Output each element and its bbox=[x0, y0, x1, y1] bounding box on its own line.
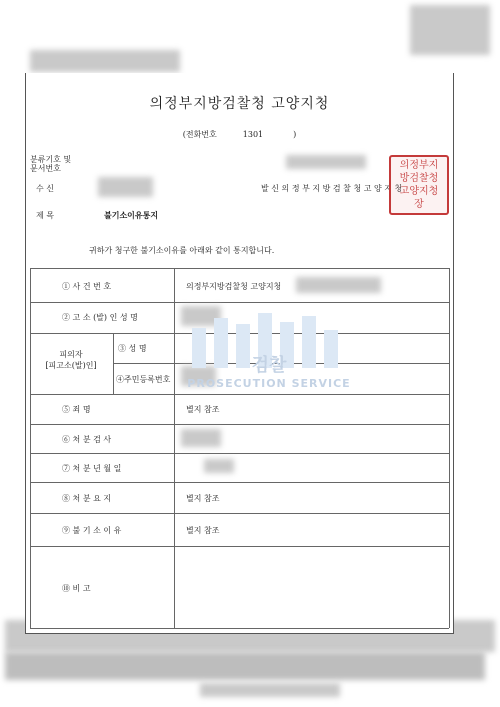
blurred-footer-2 bbox=[5, 652, 485, 680]
intro-text: 귀하가 청구한 불기소이유를 아래와 같이 통지합니다. bbox=[89, 246, 275, 255]
table-left bbox=[30, 268, 31, 628]
phone-label: (전화번호 bbox=[182, 130, 217, 139]
table-line bbox=[30, 302, 449, 303]
blurred-prosecutor bbox=[181, 429, 221, 447]
blurred-header-left bbox=[30, 50, 180, 72]
phone-line bbox=[26, 129, 453, 140]
document-page bbox=[25, 73, 454, 634]
subject-value: 불기소이유통지 bbox=[104, 210, 159, 220]
case-no-value: 의정부지방검찰청 고양지청 bbox=[186, 282, 282, 291]
resident-no-label: ④주민등록번호 bbox=[116, 375, 171, 384]
charge-value: 별지 참조 bbox=[186, 405, 220, 414]
name-label: ③ 성 명 bbox=[118, 344, 147, 353]
recipient-label: 수 신 bbox=[36, 184, 54, 193]
official-seal: 의정부지방검찰청고양지청장 bbox=[389, 155, 449, 215]
complainant-label: ② 고 소 (발) 인 성 명 bbox=[62, 313, 138, 322]
table-right bbox=[449, 268, 450, 628]
reason-label: ⑨ 불 기 소 이 유 bbox=[62, 526, 122, 535]
disposition-label: ⑧ 처 분 요 지 bbox=[62, 494, 112, 503]
document-title: 의정부지방검찰청 고양지청 bbox=[149, 96, 330, 112]
blurred-classification-no bbox=[286, 155, 366, 169]
phone-number: 1301 bbox=[242, 130, 264, 139]
blurred-header-right bbox=[410, 5, 490, 55]
blurred-date bbox=[204, 459, 234, 473]
table-line bbox=[30, 482, 449, 483]
blurred-recipient bbox=[98, 177, 153, 197]
suspect-label: 피의자 [피고소(발)인] bbox=[45, 350, 97, 370]
classification-label: 분류기호 및 문서번호 bbox=[30, 155, 72, 173]
table-line bbox=[30, 513, 449, 514]
disposition-value: 별지 참조 bbox=[186, 494, 220, 503]
table-line bbox=[30, 546, 449, 547]
table-divider-suspect bbox=[113, 333, 114, 394]
table-bottom bbox=[30, 628, 449, 629]
table-line bbox=[30, 424, 449, 425]
table-line bbox=[30, 453, 449, 454]
prosecution-watermark bbox=[174, 311, 364, 416]
date-label: ⑦ 처 분 년 월 일 bbox=[62, 464, 122, 473]
table-top bbox=[30, 268, 449, 269]
reason-value: 별지 참조 bbox=[186, 526, 220, 535]
sender-line: 발 신 의 정 부 지 방 검 찰 청 고 양 지 청 bbox=[261, 184, 403, 193]
subject-label: 제 목 bbox=[36, 211, 54, 220]
watermark-text: 검찰 bbox=[251, 355, 287, 376]
watermark-subtext: PROSECUTION SERVICE bbox=[187, 377, 351, 390]
prosecutor-label: ⑥ 처 분 검 사 bbox=[62, 435, 112, 444]
case-no-label: ① 사 건 번 호 bbox=[62, 282, 112, 291]
charge-label: ⑤ 죄 명 bbox=[62, 405, 91, 414]
remarks-label: ⑩ 비 고 bbox=[62, 584, 91, 593]
blurred-case-no bbox=[296, 277, 381, 293]
blurred-footer-3 bbox=[200, 683, 340, 697]
phone-close: ) bbox=[293, 130, 297, 139]
